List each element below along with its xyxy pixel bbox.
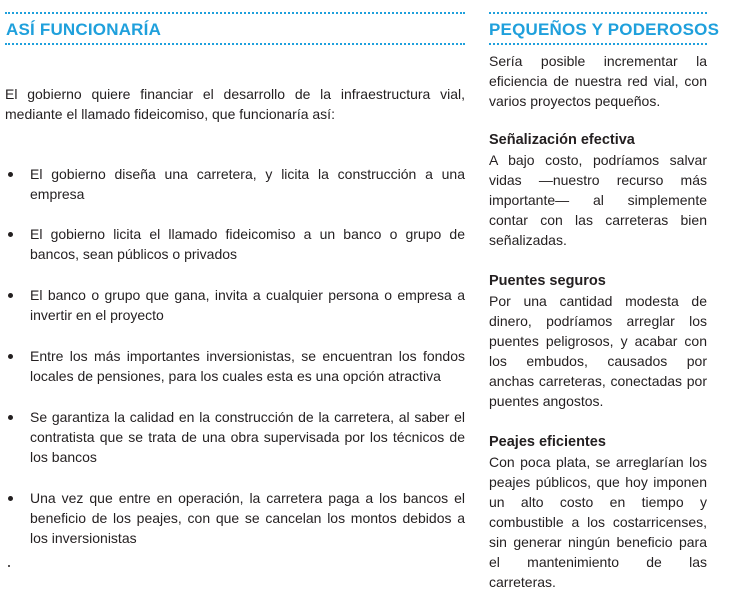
right-heading: PEQUEÑOS Y PODEROSOS <box>489 20 720 39</box>
section-title: Señalización efectiva <box>489 132 635 148</box>
stray-mark <box>8 565 10 567</box>
section-title: Puentes seguros <box>489 273 606 289</box>
list-item <box>5 224 465 264</box>
section-tolls <box>489 432 707 592</box>
right-intro: Sería posible incrementar la eficiencia de nuestra red vial, con varios proyectos pequeños. <box>489 53 707 109</box>
left-column <box>5 12 465 548</box>
bullet-icon <box>8 293 13 298</box>
left-heading: ASÍ FUNCIONARÍA <box>6 20 162 39</box>
list-item <box>5 407 465 467</box>
list-item-text: El gobierno diseña una carretera, y licita la construcción a una empresa <box>30 166 465 202</box>
section-text: Por una cantidad modesta de dinero, podríamos arreglar los puentes peligrosos, y acabar con los embudos, causados por anchas carreteras, conectadas por puentes angostos. <box>489 293 707 409</box>
section-text: Con poca plata, se arreglarían los peajes públicos, que hoy imponen un alto costo en tiempo y combustible a los costarricenses, sin generar ningún beneficio para el mantenimiento de las carreteras. <box>489 454 707 590</box>
right-column <box>489 12 720 592</box>
bullet-icon <box>8 354 13 359</box>
left-intro: El gobierno quiere financiar el desarrollo de la infraestructura vial, mediante el llamado fideicomiso, que funcionaría así: <box>5 86 465 122</box>
bullet-icon <box>8 172 13 177</box>
list-item <box>5 285 465 325</box>
section-signage <box>489 130 707 250</box>
heading-rule-bottom <box>489 43 707 45</box>
list-item-text: Se garantiza la calidad en la construcción de la carretera, al saber el contratista que se trata de una obra supervisada por los técnicos de los bancos <box>30 409 465 465</box>
list-item <box>5 164 465 204</box>
bullet-icon <box>8 496 13 501</box>
bullet-icon <box>8 232 13 237</box>
bullet-icon <box>8 415 13 420</box>
heading-rule-bottom <box>5 43 465 45</box>
section-text: A bajo costo, podríamos salvar vidas —nuestro recurso más importante— al simplemente contar con las carreteras bien señalizadas. <box>489 152 707 248</box>
list-item <box>5 346 465 386</box>
list-item-text: Una vez que entre en operación, la carretera paga a los bancos el beneficio de los peajes, con que se cancelan los montos debidos a los inversionistas <box>30 490 465 546</box>
list-item-text: El banco o grupo que gana, invita a cualquier persona o empresa a invertir en el proyecto <box>30 287 465 323</box>
list-item-text: El gobierno licita el llamado fideicomiso a un banco o grupo de bancos, sean públicos o privados <box>30 226 465 262</box>
bullet-list <box>5 164 465 548</box>
section-title: Peajes eficientes <box>489 434 606 450</box>
section-bridges <box>489 271 707 411</box>
list-item-text: Entre los más importantes inversionistas, se encuentran los fondos locales de pensiones, para los cuales esta es una opción atractiva <box>30 348 465 384</box>
list-item <box>5 488 465 548</box>
